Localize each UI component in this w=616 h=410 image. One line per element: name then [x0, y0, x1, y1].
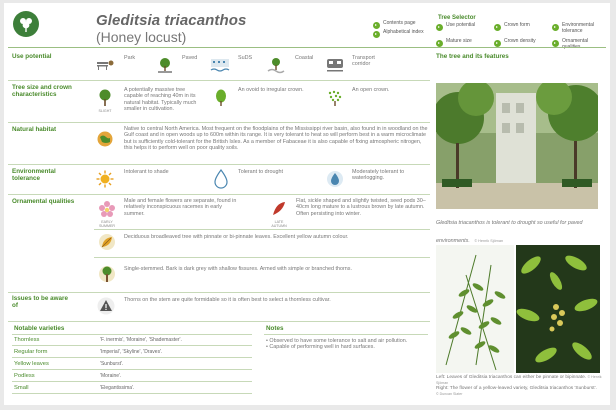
nav-contents-link[interactable]: Contents page: [373, 21, 425, 27]
coastal-icon: [267, 56, 285, 74]
use-potential-label: Use potential: [12, 53, 52, 60]
page-title: Gleditsia triacanthos: [96, 12, 247, 29]
photo-caption-1: Gleditsia triacanthos is tolerant to drought so useful for paved environments. © Henrik Sjöman: [436, 220, 583, 244]
crown-density-text: An open crown.: [352, 87, 390, 93]
flower-icon: [98, 200, 116, 218]
notes-list: [266, 338, 416, 351]
issues-text: Thorns on the stem are quite formidable so it is often best to select a thornless cultivar.: [124, 297, 331, 303]
list-item: • Capable of performing well in hard surfaces.: [266, 344, 375, 351]
drought-tolerance: Tolerant to drought: [238, 169, 283, 175]
habitat-globe-icon: [96, 130, 114, 148]
selector-environmental-tolerance[interactable]: Environmental tolerance: [552, 23, 604, 34]
flower-text: Male and female flowers are separate, found in relatively inconspicuous racemes in early summer.: [124, 198, 237, 217]
nav-links: [373, 21, 425, 38]
size-label: Tree size and crown characteristics: [12, 84, 72, 98]
divider: [8, 194, 430, 195]
table-row: Regular form 'Imperial', 'Skyline', 'Draves'.: [12, 347, 252, 358]
photo-caption-2: Left: Leaves of Gleditsia triacanthos can either be pinnate or bipinnate. © Henrik Sjöman Right: The flower of a yellow-leaved variety, Gleditsia triacanthos 'Sunburst'. © Duncan Slater: [436, 375, 602, 396]
features-heading: The tree and its features: [436, 53, 509, 60]
park-bench-icon: [96, 56, 114, 74]
habitat-text: Native to central North America. Most frequent on the floodplains of the Mississippi river basin, also found in in woodland on the Gulf coast and in open woods up to 600m within its range. It is very tolerant to heat so will perform best in a warm microclimate but is sufficiently cold-tolerant for the British Isles. As a member of Fabaceae it is also capable of fixing atmospheric nitrogen, this helps it to perform well on poor quality soils.: [124, 126, 428, 152]
selector-crown-density[interactable]: Crown density: [494, 39, 546, 50]
tree-selector: [436, 23, 608, 53]
waterlogging-icon: [326, 170, 344, 188]
leaf-text: Deciduous broadleaved tree with pinnate or bi-pinnate leaves. Excellent yellow autumn colour.: [124, 234, 349, 240]
logo-icon[interactable]: [13, 11, 39, 37]
divider: [94, 229, 430, 230]
divider: [8, 292, 430, 293]
waterlogging-tolerance: Moderately tolerant to waterlogging.: [352, 169, 405, 182]
size-text: A potentially massive tree capable of reaching 40m in its natural habitat. Typically much smaller in cultivation.: [124, 87, 197, 113]
autumn-leaf-icon: [98, 233, 116, 251]
use-paved: Paved: [182, 55, 198, 61]
nav-index-link[interactable]: Alphabetical index: [373, 30, 425, 36]
tree-size-icon: [96, 89, 114, 107]
varieties-heading: Notable varieties: [14, 325, 65, 332]
pod-season: LATE AUTUMN: [271, 220, 287, 228]
divider: [264, 334, 428, 335]
bark-text: Single-stemmed. Bark is dark grey with shallow fissures. Armed with simple or branched thorns.: [124, 266, 352, 272]
shade-tolerance: Intolerant to shade: [124, 169, 169, 175]
seed-pod-icon: [270, 200, 288, 218]
list-item: • Observed to have some tolerance to salt and air pollution.: [266, 338, 408, 344]
arrow-icon: [373, 22, 380, 29]
use-suds: SuDS: [238, 55, 253, 61]
divider: [94, 257, 430, 258]
table-row: Small 'Elegantissima'.: [12, 383, 252, 394]
habitat-label: Natural habitat: [12, 126, 57, 133]
selector-mature-size[interactable]: Mature size: [436, 39, 488, 50]
tolerance-label: Environmental tolerance: [12, 168, 56, 182]
selector-ornamental-qualities[interactable]: Ornamental qualities: [552, 39, 604, 50]
transport-corridor-icon: [326, 56, 344, 74]
open-crown-icon: [326, 89, 344, 107]
leaves-photo: [436, 245, 514, 373]
use-park: Park: [124, 55, 136, 61]
size-caption: SLIGHT: [98, 109, 112, 113]
table-row: Podless 'Moraine'.: [12, 371, 252, 382]
arrow-icon: [494, 24, 501, 31]
divider: [8, 164, 430, 165]
arrow-icon: [373, 31, 380, 38]
notes-heading: Notes: [266, 325, 284, 332]
use-coastal: Coastal: [295, 55, 314, 61]
divider: [8, 80, 430, 81]
header-divider: [8, 47, 606, 48]
flower-season: EARLY SUMMER: [99, 220, 115, 228]
selector-title: Tree Selector: [438, 15, 476, 21]
table-row: Thornless 'F. inermis', 'Moraine', 'Shademaster'.: [12, 335, 252, 346]
bark-icon: [98, 265, 116, 283]
page-subtitle: (Honey locust): [96, 29, 187, 45]
water-drop-icon: [212, 169, 230, 187]
divider: [8, 122, 430, 123]
warning-icon: [97, 297, 115, 315]
table-row: Yellow leaves 'Sunburst'.: [12, 359, 252, 370]
divider: [8, 321, 430, 322]
courtyard-photo: [436, 83, 598, 209]
selector-crown-form[interactable]: Crown form: [494, 23, 546, 34]
ovoid-crown-icon: [212, 89, 230, 107]
sun-icon: [96, 170, 114, 188]
selector-use-potential[interactable]: Use potential: [436, 23, 488, 34]
arrow-icon: [552, 24, 559, 31]
ornamental-label: Ornamental qualities: [12, 198, 75, 205]
issues-label: Issues to be aware of: [12, 295, 68, 309]
pod-text: Flat, sickle shaped and slightly twisted, seed pods 30–40cm long mature to a lustrous brown by late autumn. Often persisting into winter.: [296, 198, 426, 217]
use-transport-corridor: Transport corridor: [352, 55, 375, 68]
arrow-icon: [436, 24, 443, 31]
suds-icon: [210, 56, 228, 74]
paved-tree-icon: [156, 56, 174, 74]
crown-form-text: An ovoid to irregular crown.: [238, 87, 304, 93]
flower-photo: [516, 245, 600, 373]
page: [4, 3, 610, 405]
